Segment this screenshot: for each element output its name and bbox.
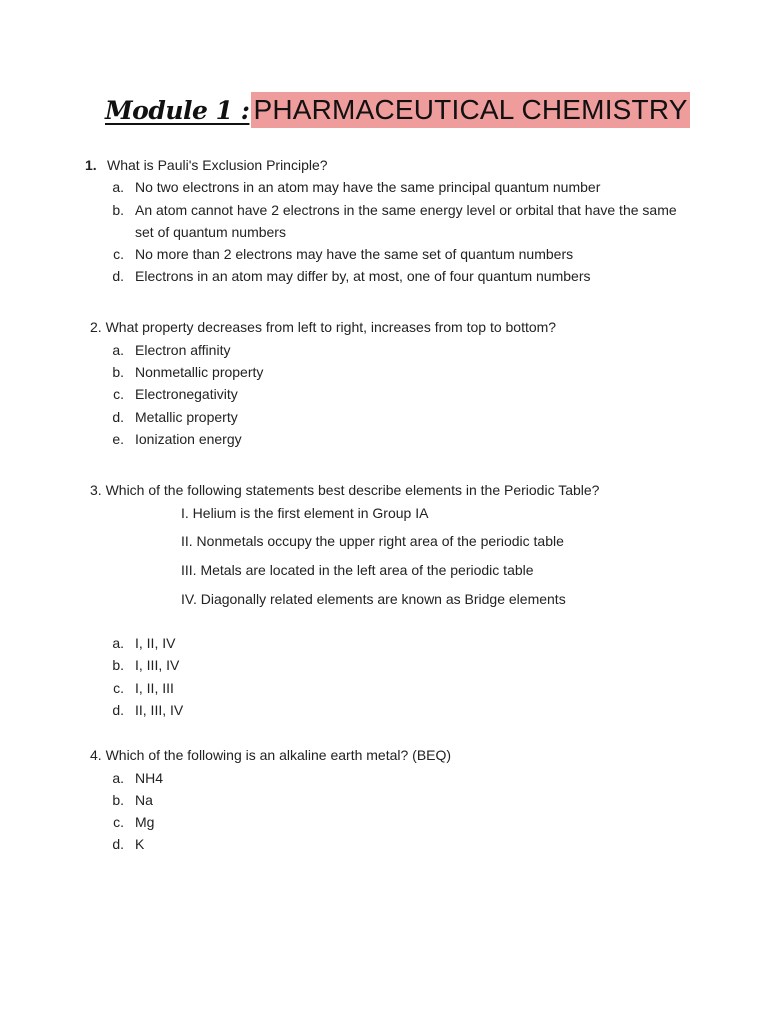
option-letter: d. xyxy=(112,409,124,425)
option-letter: d. xyxy=(112,836,124,852)
option-text: Mg xyxy=(135,814,155,830)
option-letter: c. xyxy=(113,814,124,830)
statement: III. Metals are located in the left area of the periodic table xyxy=(181,562,534,578)
question-1-heading xyxy=(85,154,328,176)
option-text: I, III, IV xyxy=(135,657,180,673)
question-4-text: 4. Which of the following is an alkaline earth metal? (BEQ) xyxy=(90,747,452,763)
question-3-text: 3. Which of the following statements best describe elements in the Periodic Table? xyxy=(90,482,600,498)
option-letter: b. xyxy=(112,657,124,673)
option-letter: c. xyxy=(113,386,124,402)
option-letter: d. xyxy=(112,268,124,284)
option-text: Electrons in an atom may differ by, at most, one of four quantum numbers xyxy=(135,268,591,284)
option-text: Metallic property xyxy=(135,409,238,425)
option-text: K xyxy=(135,836,145,852)
option-text: NH4 xyxy=(135,770,164,786)
option-text: Na xyxy=(135,792,153,808)
option-text: Nonmetallic property xyxy=(135,364,264,380)
option-text: I, II, III xyxy=(135,680,174,696)
option-letter: d. xyxy=(112,702,124,718)
statement: IV. Diagonally related elements are known as Bridge elements xyxy=(181,591,566,607)
option-text: No two electrons in an atom may have the same principal quantum number xyxy=(135,179,601,195)
option-letter: b. xyxy=(112,202,124,218)
option-letter: b. xyxy=(112,364,124,380)
title-main-highlighted: PHARMACEUTICAL CHEMISTRY xyxy=(251,92,689,128)
option-letter: e. xyxy=(112,431,124,447)
option-text: No more than 2 electrons may have the same set of quantum numbers xyxy=(135,246,574,262)
option-text: Electron affinity xyxy=(135,342,231,358)
option-letter: a. xyxy=(112,770,124,786)
option-letter: a. xyxy=(112,635,124,651)
option-text: II, III, IV xyxy=(135,702,184,718)
option-text: An atom cannot have 2 electrons in the same energy level or orbital that have the same xyxy=(135,202,677,218)
page-title xyxy=(105,92,690,128)
option-text: Electronegativity xyxy=(135,386,238,402)
option-text: Ionization energy xyxy=(135,431,242,447)
title-prefix: Module 1 : xyxy=(105,95,250,125)
question-2-text: 2. What property decreases from left to right, increases from top to bottom? xyxy=(90,319,557,335)
option-text-continued: set of quantum numbers xyxy=(135,224,286,240)
option-letter: a. xyxy=(112,179,124,195)
option-letter: c. xyxy=(113,246,124,262)
option-letter: a. xyxy=(112,342,124,358)
question-1-text: What is Pauli's Exclusion Principle? xyxy=(107,157,328,173)
option-letter: b. xyxy=(112,792,124,808)
question-1-number: 1. xyxy=(85,157,97,173)
option-letter: c. xyxy=(113,680,124,696)
statement: II. Nonmetals occupy the upper right area of the periodic table xyxy=(181,533,564,549)
option-text: I, II, IV xyxy=(135,635,176,651)
statement: I. Helium is the first element in Group IA xyxy=(181,505,429,521)
